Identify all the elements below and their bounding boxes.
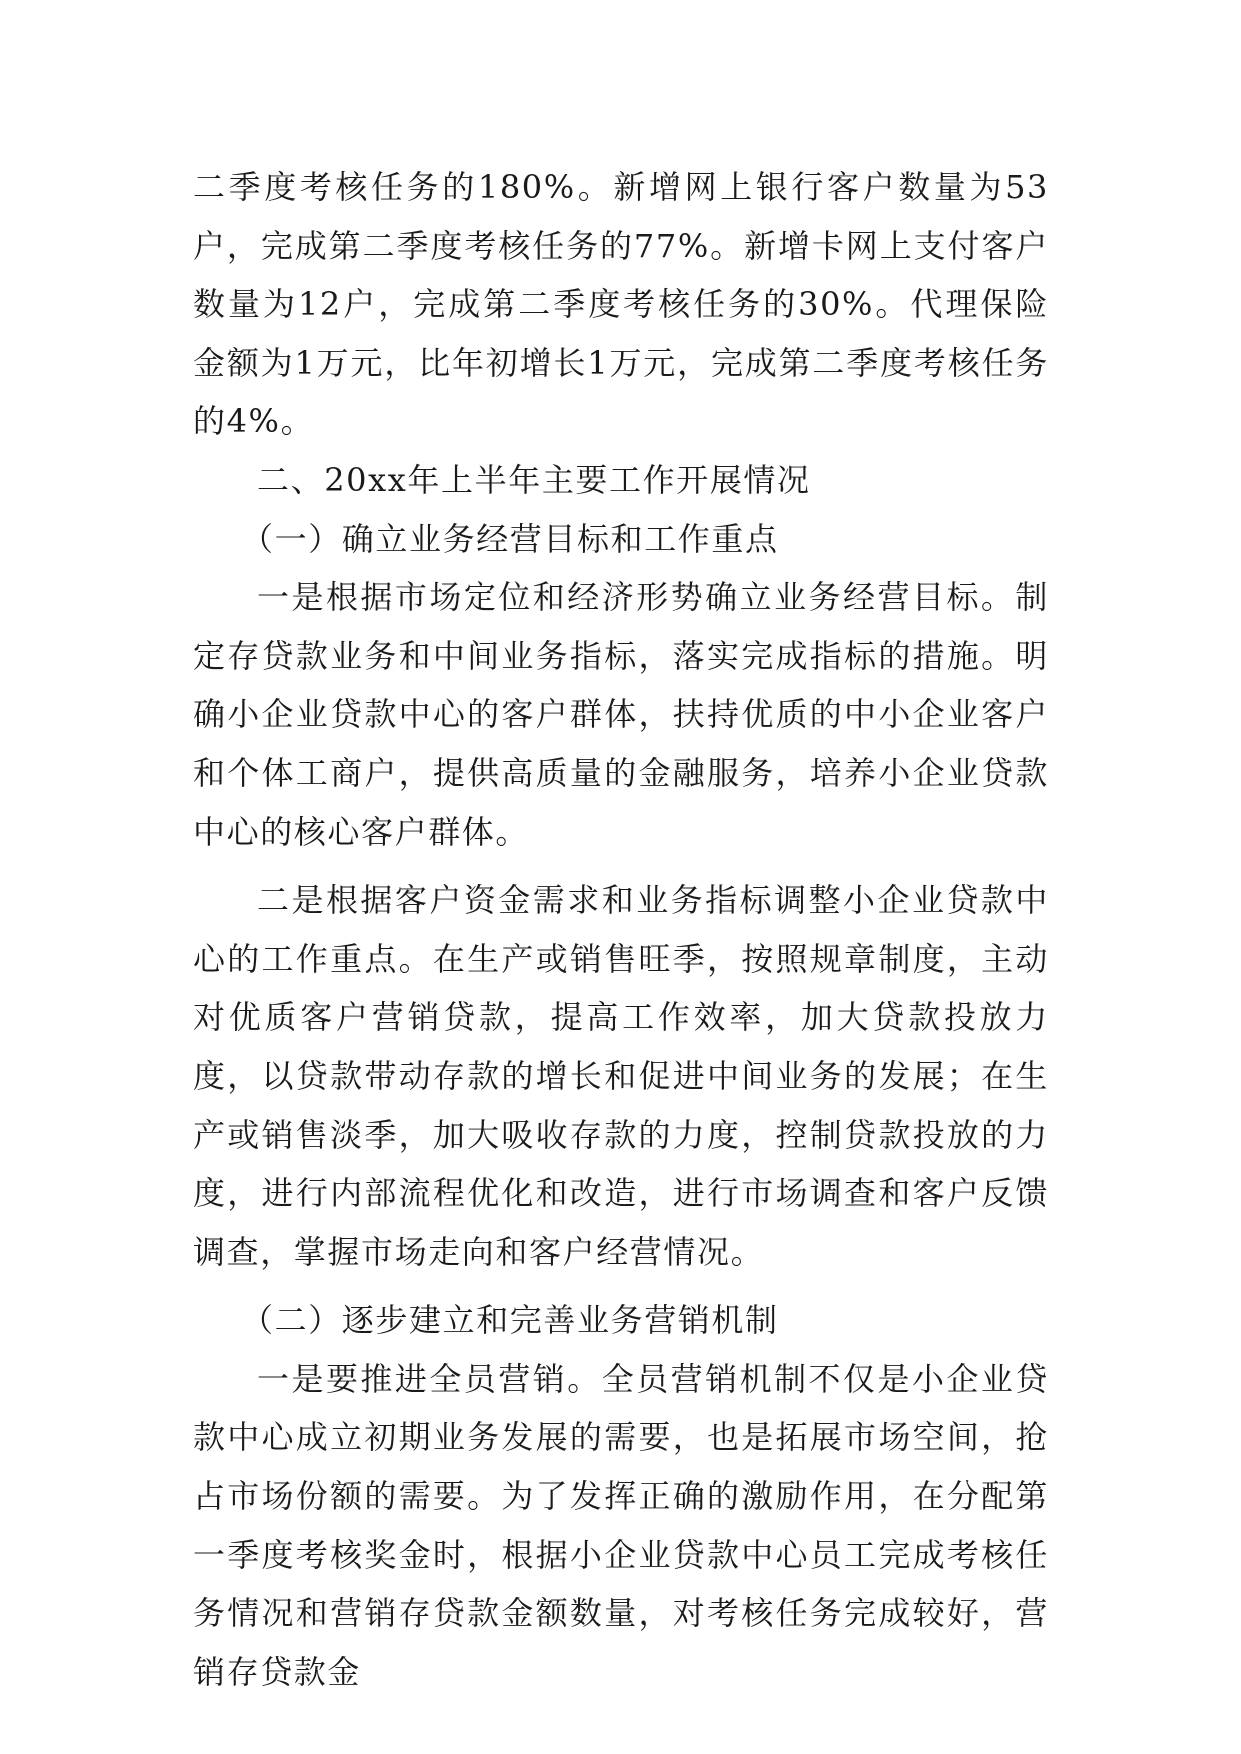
document-body (193, 158, 1049, 1701)
subsection-heading-business-goals: （一）确立业务经营目标和工作重点 (241, 519, 779, 558)
section-heading-main-work: 二、20xx年上半年主要工作开展情况 (257, 460, 811, 499)
paragraph-business-goals: 一是根据市场定位和经济形势确立业务经营目标。制定存贷款业务和中间业务指标，落实完成指标的措施。明确小企业贷款中心的客户群体，扶持优质的中小企业客户和个体工商户，提供高质量的金融服务，培养小企业贷款中心的核心客户群体。 (193, 578, 1049, 851)
paragraph-performance-summary: 二季度考核任务的180%。新增网上银行客户数量为53户，完成第二季度考核任务的77%。新增卡网上支付客户数量为12户，完成第二季度考核任务的30%。代理保险金额为1万元，比年初增长1万元，完成第二季度考核任务的4%。 (193, 168, 1049, 441)
paragraph-full-staff-marketing: 一是要推进全员营销。全员营销机制不仅是小企业贷款中心成立初期业务发展的需要，也是拓展市场空间，抢占市场份额的需要。为了发挥正确的激励作用，在分配第一季度考核奖金时，根据小企业贷款中心员工完成考核任务情况和营销存贷款金额数量，对考核任务完成较好，营销存贷款金 (193, 1359, 1049, 1691)
subsection-heading-marketing-mechanism: （二）逐步建立和完善业务营销机制 (241, 1301, 779, 1340)
paragraph-work-focus: 二是根据客户资金需求和业务指标调整小企业贷款中心的工作重点。在生产或销售旺季，按照规章制度，主动对优质客户营销贷款，提高工作效率，加大贷款投放力度，以贷款带动存款的增长和促进中间业务的发展；在生产或销售淡季，加大吸收存款的力度，控制贷款投放的力度，进行内部流程优化和改造，进行市场调查和客户反馈调查，掌握市场走向和客户经营情况。 (193, 881, 1049, 1271)
